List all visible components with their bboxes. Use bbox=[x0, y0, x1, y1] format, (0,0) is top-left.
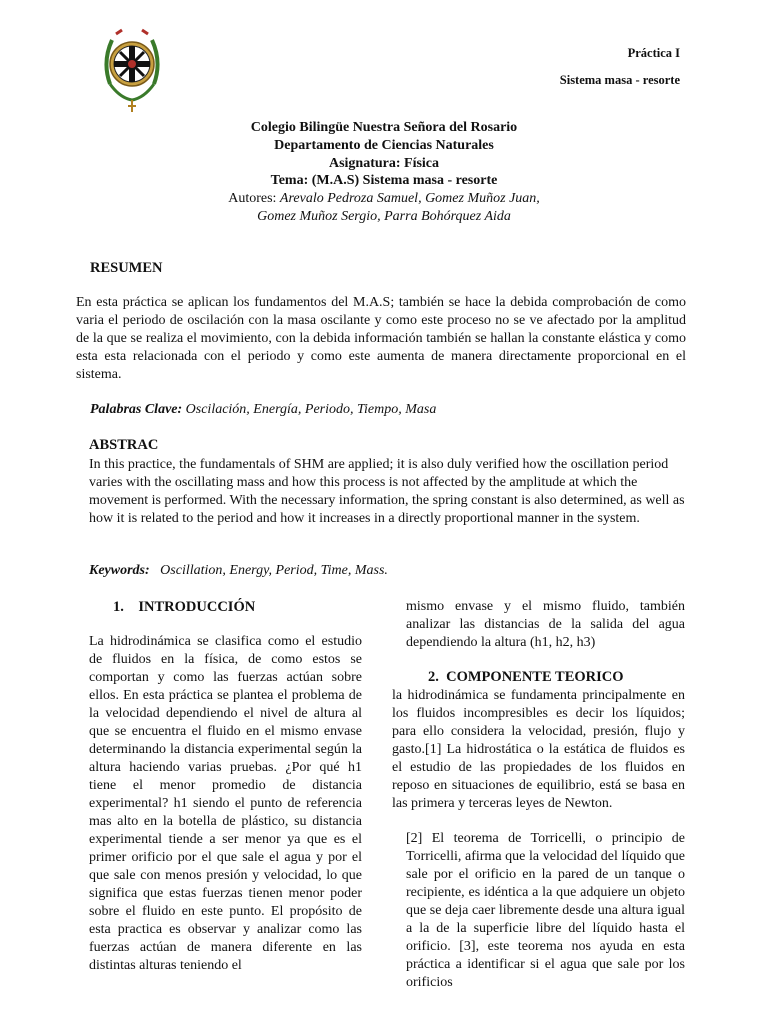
palabras-clave-list: Oscilación, Energía, Periodo, Tiempo, Masa bbox=[185, 402, 437, 417]
resumen-heading: RESUMEN bbox=[90, 260, 163, 276]
intro-continuation: mismo envase y el mismo fluido, también analizar las distancias de la salida del agua dependiendo la altura (h1, h2, h3) bbox=[406, 599, 685, 650]
header-topic: Sistema masa - resorte bbox=[559, 73, 680, 87]
keywords bbox=[89, 563, 388, 579]
authors-line-2 bbox=[0, 208, 768, 226]
palabras-clave bbox=[90, 402, 436, 418]
authors-line-1 bbox=[0, 190, 768, 208]
authors-label: Autores: bbox=[228, 191, 277, 207]
teorico-heading: 2. COMPONENTE TEORICO bbox=[428, 669, 624, 685]
keywords-label: Keywords: bbox=[89, 563, 150, 578]
school-name: Colegio Bilingüe Nuestra Señora del Rosario bbox=[250, 120, 518, 135]
intro-heading: 1. INTRODUCCIÓN bbox=[113, 599, 256, 615]
teorico-text-2: [2] El teorema de Torricelli, o principio de Torricelli, afirma que la velocidad del líquido que sale por el orificio en la pared de un tanque o recipiente, es idéntica a la que adquiere un objeto que se deja caer libremente desde una altura igual a la de la superficie libre del líquido hasta el orificio. [3], este teorema nos ayuda en esta práctica a identificar si el agua que sale por los orificios bbox=[406, 831, 685, 990]
subject-name: Asignatura: Física bbox=[328, 155, 440, 171]
teorico-text: la hidrodinámica se fundamenta principalmente en los fluidos incompresibles es decir los líquidos; para ello considera la velocidad, presión, flujo y gasto.[1] La hidrostática o la estática de fluidos es el estudio de las propiedades de los fluidos en reposo en situaciones de equilibrio, está se basa en las primera y terceras leyes de Newton. bbox=[392, 688, 685, 811]
keywords-list: Oscillation, Energy, Period, Time, Mass. bbox=[160, 563, 388, 578]
abstract-text: In this practice, the fundamentals of SHM are applied; it is also duly verified how the oscillation period varies with the oscillating mass and how this process is not affected by the amplitude at which the movement is performed. With the necessary information, the spring constant is also determined, as well as how it is related to the period and how it increases in a directly proportional manner in the system. bbox=[89, 457, 685, 526]
department-name: Departamento de Ciencias Naturales bbox=[274, 137, 494, 153]
intro-text: La hidrodinámica se clasifica como el estudio de fluidos en la física, de como estos se comportan y como las fuerzas actúan sobre ellos. En esta práctica se plantea el problema de la velocidad dependiendo el nivel de altura al que se encuentra el fluido en el mismo envase determinando la distancia experimental según la altura haciendo varias pruebas. ¿Por qué h1 tiene el menor promedio de distancia experimental? h1 siendo el punto de referencia mas alto en la botella de plástico, su distancia experimental tiende a ser menor ya que es el primer orificio por el que sale el agua y por el que sale con menos presión y velocidad, lo que significa que estas fuerzas tienen menor poder sobre el fluido en este punto. El propósito de esta practica es observar y analizar como las fuerzas actúan de manera diferente en las distintas alturas teniendo el bbox=[89, 634, 362, 973]
abstract-heading: ABSTRAC bbox=[89, 437, 159, 453]
authors-names-1: Arevalo Pedroza Samuel, Gomez Muñoz Juan, bbox=[279, 191, 540, 207]
authors-names-2: Gomez Muñoz Sergio, Parra Bohórquez Aida bbox=[257, 208, 511, 224]
title-block bbox=[0, 119, 768, 226]
theme-title: Tema: (M.A.S) Sistema masa - resorte bbox=[270, 173, 498, 189]
school-crest-logo bbox=[100, 24, 164, 112]
resumen-text: En esta práctica se aplican los fundamentos del M.A.S; también se hace la debida comprobación de como varia el periodo de oscilación con la masa oscilante y como este proceso no se ve afectado por la amplitud de la que se realiza el movimiento, con la debida información también se hallan la constante elástica y como esta esta relacionada con el periodo y como este aumenta de manera directamente proporcional en el sistema. bbox=[76, 295, 686, 382]
header-practice: Práctica I bbox=[627, 46, 680, 60]
palabras-clave-label: Palabras Clave: bbox=[90, 402, 183, 417]
